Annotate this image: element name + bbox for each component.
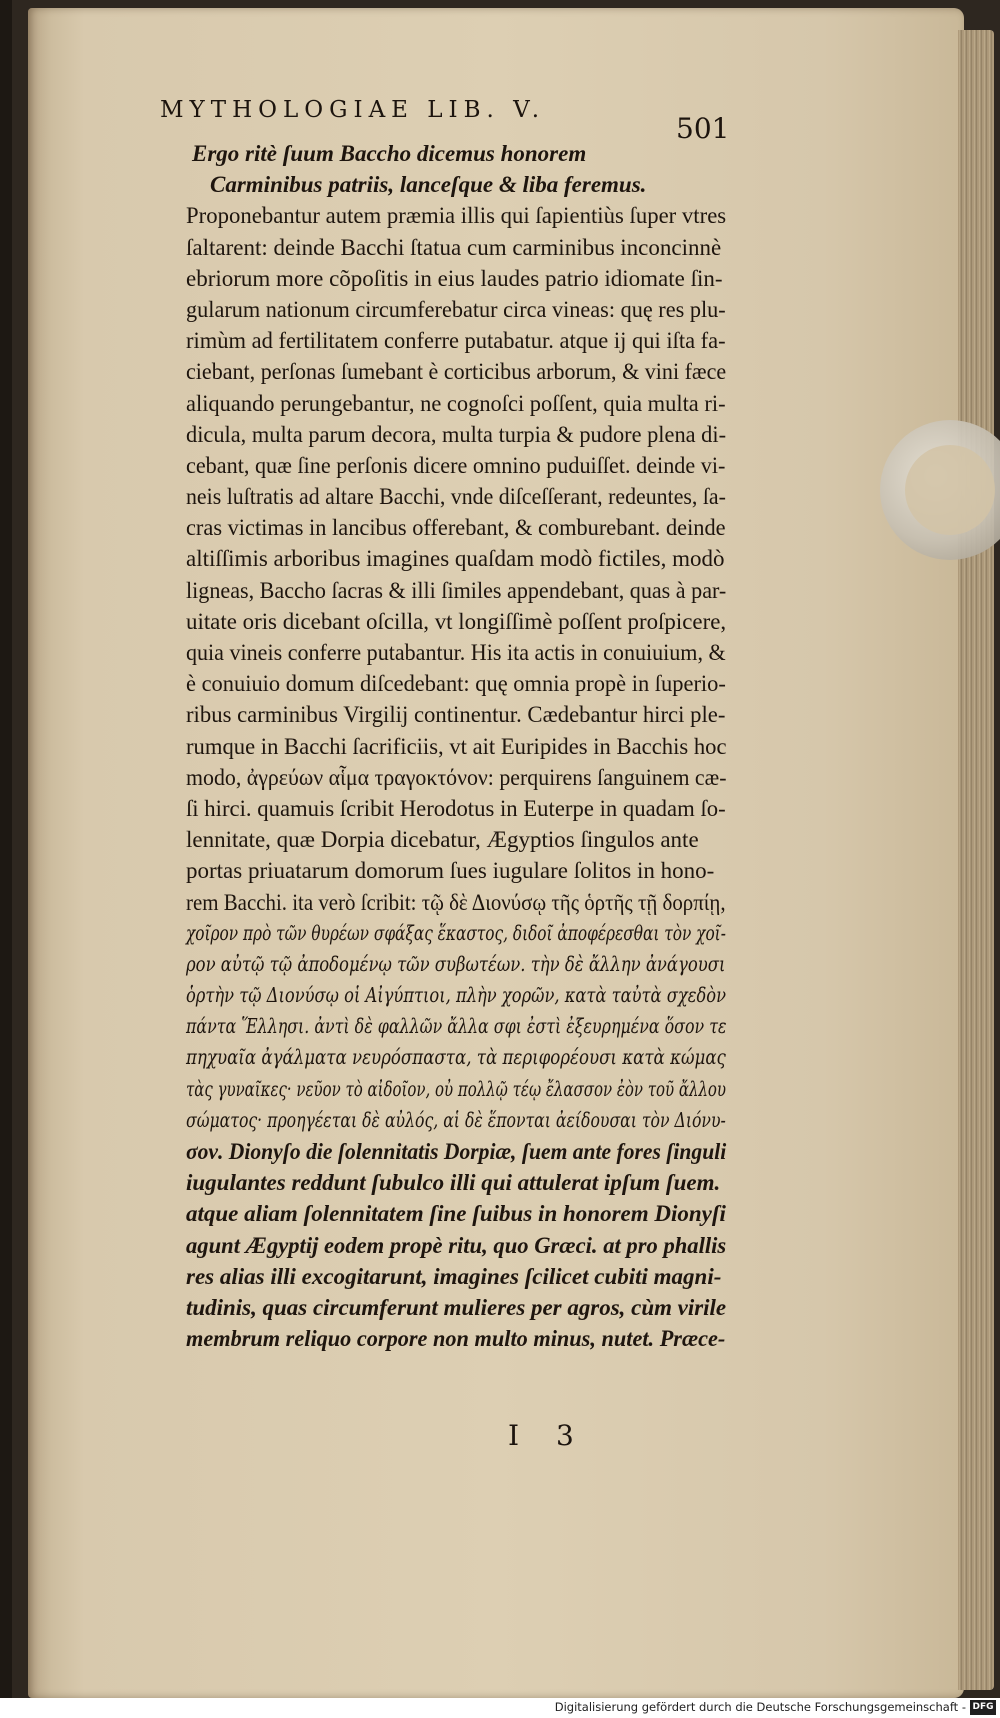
text-line: ſi hirci. quamuis ſcribit Herodotus in Euterpe in quadam ſo- [186, 795, 726, 821]
signature-mark: I 3 [508, 1419, 588, 1452]
footer-credit: Digitalisierung gefördert durch die Deutsche Forschungsgemeinschaft - [554, 1700, 966, 1714]
text-line: Ergo ritè ſuum Baccho dicemus honorem [192, 141, 587, 166]
text-line: modo, ἀγρεύων αἷμα τραγοκτόνον: perquirens ſanguinem cæ- [186, 764, 727, 790]
page-number: 501 [676, 112, 730, 145]
paper-clip-inner [905, 445, 995, 535]
text-line: Proponebantur autem præmia illis qui ſapientiùs ſuper vtres [186, 203, 727, 229]
text-line: ligneas, Baccho ſacras & illi ſimiles appendebant, quas à par- [186, 577, 727, 603]
text-line: portas priuatarum domorum ſues iugulare ſolitos in hono- [186, 858, 715, 884]
text-line: πάντα Ἕλλησι. ἀντὶ δὲ φαλλῶν ἄλλα σφι ἐστὶ ἐξευρημένα ὅσον τε [186, 1014, 727, 1039]
text-line: ὁρτὴν τῷ Διονύσῳ οἱ Αἰγύπτιοι, πλὴν χορῶν, κατὰ ταὐτὰ σχεδὸν [186, 983, 727, 1008]
text-line: altiſſimis arboribus imagines quaſdam modò fictiles, modò [186, 546, 725, 572]
text-line: ſaltarent: deinde Bacchi ſtatua cum carminibus inconcinnè [186, 234, 722, 260]
text-line: neis luſtratis ad altare Bacchi, vnde diſceſſerant, redeuntes, ſa- [186, 484, 726, 510]
text-line: dicula, multa parum decora, multa turpia & pudore plena di- [186, 421, 727, 447]
text-line: res alias illi excogitarunt, imagines ſcilicet cubiti magni- [186, 1263, 722, 1289]
text-line: πηχυαῖα ἀγάλματα νευρόσπαστα, τὰ περιφορέουσι κατὰ κώμας [186, 1045, 726, 1070]
text-line: è conuiuio domum diſcedebant: quę omnia propè in ſuperio- [186, 671, 726, 697]
text-line: ciebant, perſonas ſumebant è corticibus arborum, & vini fæce [186, 359, 727, 385]
text-line: σώματος· προηγέεται δὲ αὐλός, αἱ δὲ ἕπονται ἀείδουσαι τὸν Διόνυ- [186, 1107, 726, 1132]
page-edges [958, 30, 994, 1690]
text-line: uitate oris dicebant oſcilla, vt longiſſimè poſſent proſpicere, [186, 608, 727, 634]
text-line: quia vineis conferre putabantur. His ita actis in conuiuium, & [186, 640, 726, 665]
text-line: gularum nationum circumferebatur circa vineas: quę res plu- [186, 296, 726, 322]
text-line: atque aliam ſolennitatem ſine ſuibus in honorem Dionyſi [186, 1201, 726, 1227]
text-line: rem Bacchi. ita verò ſcribit: τῷ δὲ Διονύσῳ τῆς ὁρτῆς τῇ δορπίῃ, [186, 889, 726, 915]
text-line: rumque in Bacchi ſacrificiis, vt ait Euripides in Bacchis hoc [186, 733, 727, 759]
text-line: tudinis, quas circumferunt mulieres per agros, cùm virile [186, 1294, 727, 1320]
text-line: rimùm ad fertilitatem conferre putabatur. atque ij qui iſta fa- [186, 328, 726, 354]
text-line: iugulantes reddunt ſubulco illi qui attulerat ipſum ſuem. [186, 1170, 721, 1196]
body-text [186, 138, 726, 1354]
text-line: agunt Ægyptij eodem propè ritu, quo Græci. at pro phallis [186, 1232, 727, 1258]
text-line: cras victimas in lancibus offerebant, & comburebant. deinde [186, 515, 726, 541]
text-line: τὰς γυναῖκες· νεῦον τὸ αἰδοῖον, οὐ πολλῷ τέῳ ἔλασσον ἐὸν τοῦ ἄλλου [186, 1076, 727, 1101]
text-line: ebriorum more cõpoſitis in eius laudes patrio idiomate ſin- [186, 265, 723, 291]
text-line: χοῖρον πρὸ τῶν θυρέων σφάξας ἕκαστος, διδοῖ ἀποφέρεσθαι τὸν χοῖ- [186, 920, 726, 945]
text-line: cebant, quæ ſine perſonis dicere omnino puduiſſet. deinde vi- [186, 452, 726, 478]
dfg-logo-icon: DFG [970, 1700, 996, 1715]
text-line: ribus carminibus Virgilij continentur. Cædebantur hirci ple- [186, 702, 726, 728]
running-header: MYTHOLOGIAE LIB. V. [160, 97, 546, 123]
text-line: σον. Dionyſo die ſolennitatis Dorpiæ, ſuem ante fores ſinguli [186, 1139, 727, 1164]
text-line: ρον αὐτῷ τῷ ἀποδομένῳ τῶν συβωτέων. τὴν δὲ ἄλλην ἀνάγουσι [186, 951, 726, 976]
text-line: lennitate, quæ Dorpia dicebatur, Ægyptios ſingulos ante [186, 827, 699, 853]
text-line: Carminibus patriis, lanceſque & liba feremus. [210, 172, 647, 198]
book-spine-shadow [0, 0, 12, 1718]
text-line: aliquando perungebantur, ne cognoſci poſſent, quia multa ri- [186, 390, 726, 416]
text-line: membrum reliquo corpore non multo minus, nutet. Præce- [186, 1326, 726, 1352]
